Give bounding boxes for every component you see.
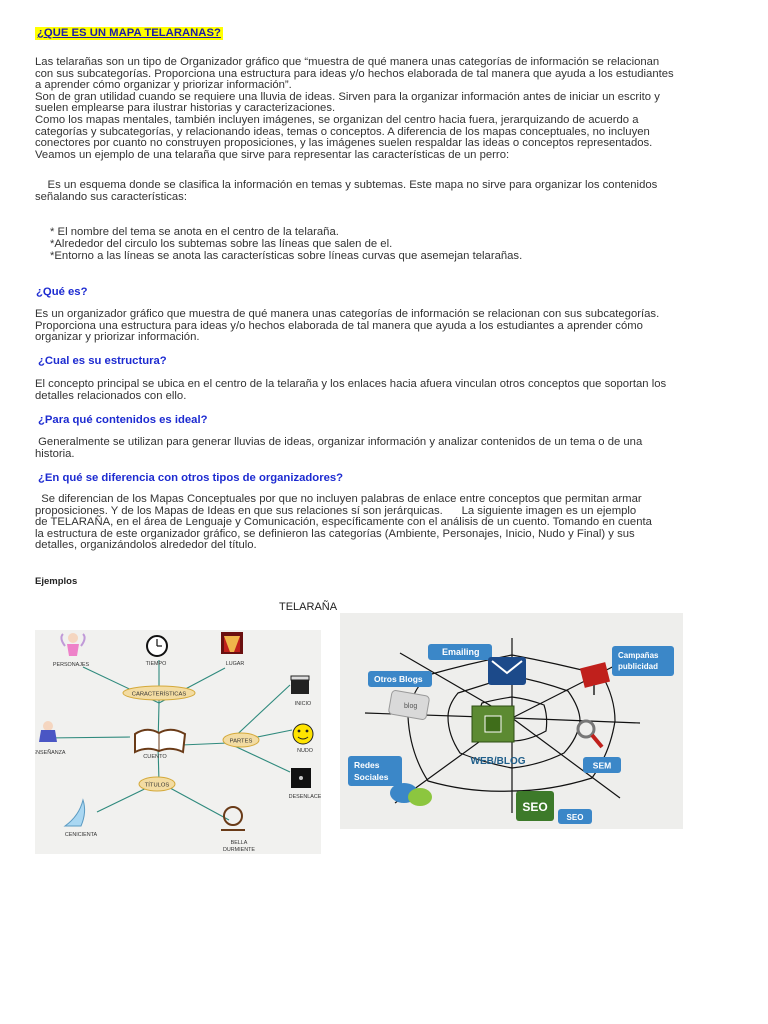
seo-badge bbox=[558, 809, 592, 824]
text-line: Como los mapas mentales, también incluyen imágenes, se organizan del centro hacia fuera, jerarquizando de acuerdo a bbox=[35, 113, 639, 126]
text-line: historia. bbox=[35, 447, 75, 460]
section-heading: ¿Cual es su estructura? bbox=[38, 355, 167, 367]
theater-stage-icon bbox=[221, 632, 243, 654]
emailing-label: Emailing bbox=[442, 647, 480, 657]
story-web-figure bbox=[35, 630, 321, 854]
bella-label-2: DURMIENTE bbox=[222, 847, 256, 853]
text-line: señalando sus características: bbox=[35, 190, 187, 203]
web-blog-svg bbox=[340, 613, 683, 829]
seo-badge-label: SEO bbox=[522, 800, 548, 814]
text-line: suelen emplearse para ilustrar historias y caracterizaciones. bbox=[35, 102, 336, 115]
tiempo-label: TIEMPO bbox=[145, 661, 167, 667]
lugar-label: LUGAR bbox=[225, 661, 245, 667]
campanas-label-2: publicidad bbox=[618, 662, 658, 671]
redes-label-2: Sociales bbox=[354, 772, 389, 782]
clock-icon bbox=[147, 636, 167, 656]
story-web-svg bbox=[35, 630, 321, 854]
sem-label: SEM bbox=[592, 760, 612, 771]
text-line: Es un organizador gráfico que muestra de qué manera unas categorías de información se relacionan con sus subcategorías. bbox=[35, 308, 660, 320]
section-paragraph bbox=[35, 379, 732, 402]
partes-label: PARTES bbox=[229, 738, 253, 745]
bullet-item: * El nombre del tema se anota en el centro de la telaraña. bbox=[50, 226, 339, 238]
text-line: categorías y subcategorías, y relacionando ideas, temas o conceptos. A diferencia de los mapas conceptuales, no incluyen bbox=[35, 125, 650, 138]
spinning-wheel-icon bbox=[221, 807, 245, 830]
text-line: Son de gran utilidad cuando se requiere una lluvia de ideas. Sirven para la organizar información antes de iniciar un escrito y bbox=[35, 90, 660, 103]
cenicienta-label: CENICIENTA bbox=[64, 832, 98, 838]
text-line: de TELARAÑA, en el área de Lenguaje y Comunicación, específicamente con el análisis de un cuento. Tomando en cuenta bbox=[35, 516, 652, 529]
billboard-icon bbox=[580, 662, 610, 695]
section-heading: ¿En qué se diferencia con otros tipos de organizadores? bbox=[38, 472, 344, 484]
web-blog-label: WEB/BLOG bbox=[470, 756, 526, 767]
bullet-item: *Alrededor del circulo los subtemas sobre las líneas que salen de el. bbox=[50, 238, 393, 250]
blog-key-label: blog bbox=[404, 703, 418, 710]
otros-blogs-badge bbox=[368, 671, 432, 687]
text-line: organizar y priorizar información. bbox=[35, 331, 200, 344]
otros-blogs-label: Otros Blogs bbox=[374, 674, 423, 684]
text-line: conectores por cuanto no construyen proposiciones, y las imágenes suelen respaldar las ideas o conceptos representados. bbox=[35, 137, 653, 150]
bella-label-1: BELLA bbox=[230, 840, 248, 846]
sem-badge bbox=[583, 757, 621, 773]
redes-label-1: Redes bbox=[354, 760, 380, 770]
fairy-icon bbox=[61, 633, 84, 656]
text-line: la estructura de este organizador gráfico, se definieron las categorías (Ambiente, Personajes, Inicio, Nudo y Final) y sus bbox=[35, 527, 635, 540]
desenlace-label: DESENLACE bbox=[288, 794, 321, 800]
section-paragraph bbox=[35, 309, 732, 344]
telarana-label: TELARAÑA bbox=[279, 601, 338, 613]
document-title: ¿QUE ES UN MAPA TELARANAS? bbox=[37, 27, 221, 39]
redes-sociales-badge bbox=[348, 756, 402, 786]
text-line: detalles relacionados con ello. bbox=[35, 389, 187, 402]
text-line: con sus subcategorías. Proporciona una estructura para ideas y/o hechos elaborada de tal manera que ayuda a los estudiantes bbox=[35, 67, 674, 80]
seo-label: SEO bbox=[566, 813, 584, 822]
intro-paragraph bbox=[35, 57, 732, 161]
fireworks-icon bbox=[291, 768, 311, 788]
blog-key-icon bbox=[388, 690, 430, 720]
text-line: Se diferencian de los Mapas Conceptuales por que no incluyen palabras de enlace entre conceptos que permitan armar bbox=[35, 493, 642, 505]
seo-icon bbox=[516, 791, 554, 821]
clapperboard-icon bbox=[291, 676, 309, 694]
text-line: a aprender cómo organizar y priorizar información”. bbox=[35, 79, 292, 92]
magnifier-icon bbox=[578, 721, 602, 747]
text-line: Las telarañas son un tipo de Organizador gráfico que “muestra de qué manera unas categorías de información se relacionan bbox=[35, 56, 660, 68]
text-line: detalles, organizándolos alrededor del título. bbox=[35, 539, 257, 552]
text-line: Generalmente se utilizan para generar lluvias de ideas, organizar información y analizar contenidos de un tema o de una bbox=[35, 436, 643, 448]
cuento-label: CUENTO bbox=[143, 754, 167, 760]
girl-icon bbox=[39, 721, 57, 742]
section-heading: ¿Para qué contenidos es ideal? bbox=[38, 414, 208, 426]
text-line: El concepto principal se ubica en el centro de la telaraña y los enlaces hacia afuera vinculan otros conceptos que soportan los bbox=[35, 378, 667, 390]
bullet-item: *Entorno a las líneas se anota las características sobre líneas curvas que asemejan telarañas. bbox=[50, 250, 523, 262]
text-line: Veamos un ejemplo de una telaraña que sirve para representar las características de un perro: bbox=[35, 148, 510, 161]
book-icon bbox=[135, 730, 185, 752]
personajes-label: PERSONAJES bbox=[52, 662, 90, 668]
caracteristicas-label: CARACTERÍSTICAS bbox=[131, 691, 187, 698]
titulos-label: TÍTULOS bbox=[144, 782, 170, 789]
section-paragraph bbox=[35, 494, 732, 552]
scheme-paragraph bbox=[35, 180, 732, 203]
text-line: Proporciona una estructura para ideas y/o hechos elaborada de tal manera que ayuda a los estudiantes a aprender cómo bbox=[35, 319, 643, 332]
web-blog-figure bbox=[340, 613, 683, 829]
campanas-badge bbox=[612, 646, 674, 676]
ensenanza-label: ENSEÑANZA bbox=[35, 750, 66, 756]
section-heading: ¿Qué es? bbox=[36, 286, 88, 298]
section-paragraph bbox=[35, 437, 732, 460]
nudo-label: NUDO bbox=[297, 748, 313, 754]
examples-label: Ejemplos bbox=[35, 576, 78, 587]
smiley-icon bbox=[293, 724, 313, 744]
campanas-label-1: Campañas bbox=[618, 651, 659, 660]
glass-slipper-icon bbox=[65, 800, 85, 826]
inicio-label: INICIO bbox=[294, 701, 312, 707]
text-line: Es un esquema donde se clasifica la información en temas y subtemas. Este mapa no sirve para organizar los contenidos bbox=[35, 179, 658, 191]
text-line: proposiciones. Y de los Mapas de Ideas en que sus relaciones sí son jerárquicas. La siguiente imagen es un ejemplo bbox=[35, 504, 637, 517]
